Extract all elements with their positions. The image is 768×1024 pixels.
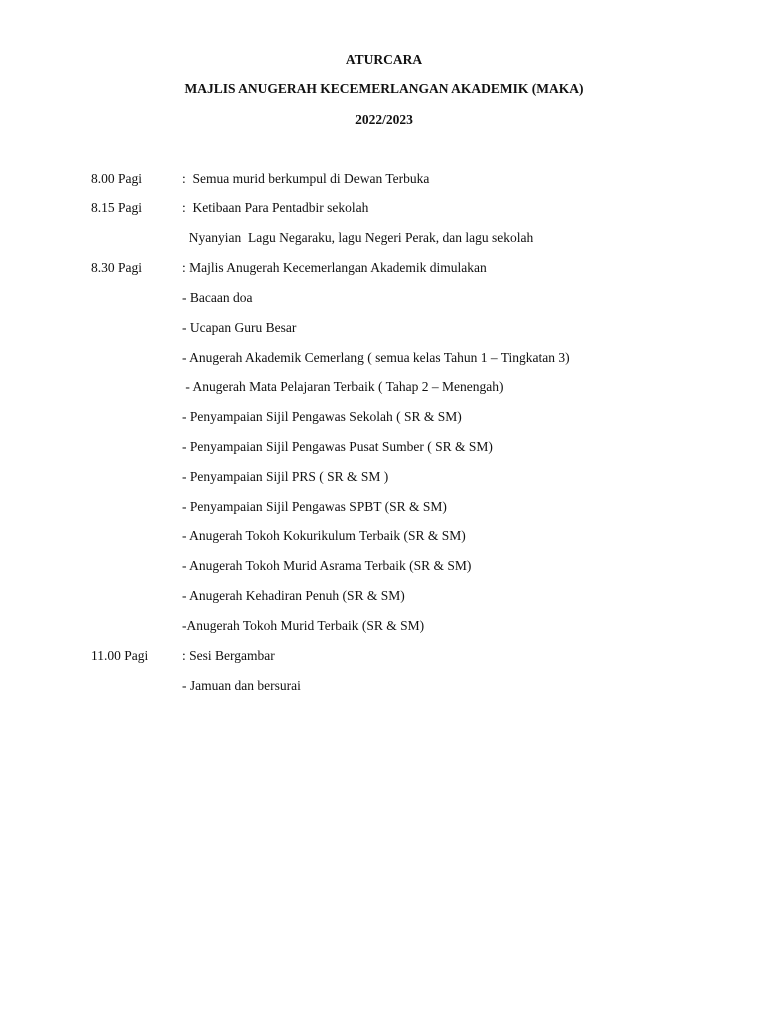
schedule-time: 8.15 Pagi — [91, 200, 143, 215]
programme-item: - Anugerah Akademik Cemerlang ( semua kelas Tahun 1 – Tingkatan 3) — [182, 350, 570, 365]
programme-item: - Anugerah Tokoh Kokurikulum Terbaik (SR & SM) — [182, 528, 466, 543]
schedule-time: 8.30 Pagi — [91, 260, 143, 275]
schedule-entry: : Sesi Bergambar — [182, 648, 275, 663]
programme-item: - Jamuan dan bersurai — [182, 678, 301, 693]
programme-item: - Bacaan doa — [182, 290, 253, 305]
schedule-time: 8.00 Pagi — [91, 171, 143, 186]
schedule-time: 11.00 Pagi — [91, 648, 149, 663]
schedule-entry: : Ketibaan Para Pentadbir sekolah — [182, 200, 369, 215]
programme-item: - Penyampaian Sijil Pengawas Sekolah ( SR & SM) — [182, 409, 462, 424]
programme-item: - Ucapan Guru Besar — [182, 320, 297, 335]
schedule-entry: : Semua murid berkumpul di Dewan Terbuka — [182, 171, 430, 186]
document-title: ATURCARA — [345, 52, 423, 67]
document-year: 2022/2023 — [355, 112, 413, 127]
programme-item: - Penyampaian Sijil Pengawas SPBT (SR & SM) — [182, 499, 447, 514]
schedule-entry: Nyanyian Lagu Negaraku, lagu Negeri Perak, dan lagu sekolah — [182, 230, 534, 245]
programme-item: - Penyampaian Sijil PRS ( SR & SM ) — [182, 469, 389, 484]
programme-item: -Anugerah Tokoh Murid Terbaik (SR & SM) — [182, 618, 425, 633]
programme-item: - Anugerah Tokoh Murid Asrama Terbaik (SR & SM) — [182, 558, 472, 573]
programme-item: - Anugerah Mata Pelajaran Terbaik ( Tahap 2 – Menengah) — [182, 379, 504, 394]
programme-item: - Penyampaian Sijil Pengawas Pusat Sumber ( SR & SM) — [182, 439, 493, 454]
programme-item: - Anugerah Kehadiran Penuh (SR & SM) — [182, 588, 405, 603]
document-subtitle: MAJLIS ANUGERAH KECEMERLANGAN AKADEMIK (MAKA) — [184, 81, 584, 96]
schedule-entry: : Majlis Anugerah Kecemerlangan Akademik dimulakan — [182, 260, 487, 275]
